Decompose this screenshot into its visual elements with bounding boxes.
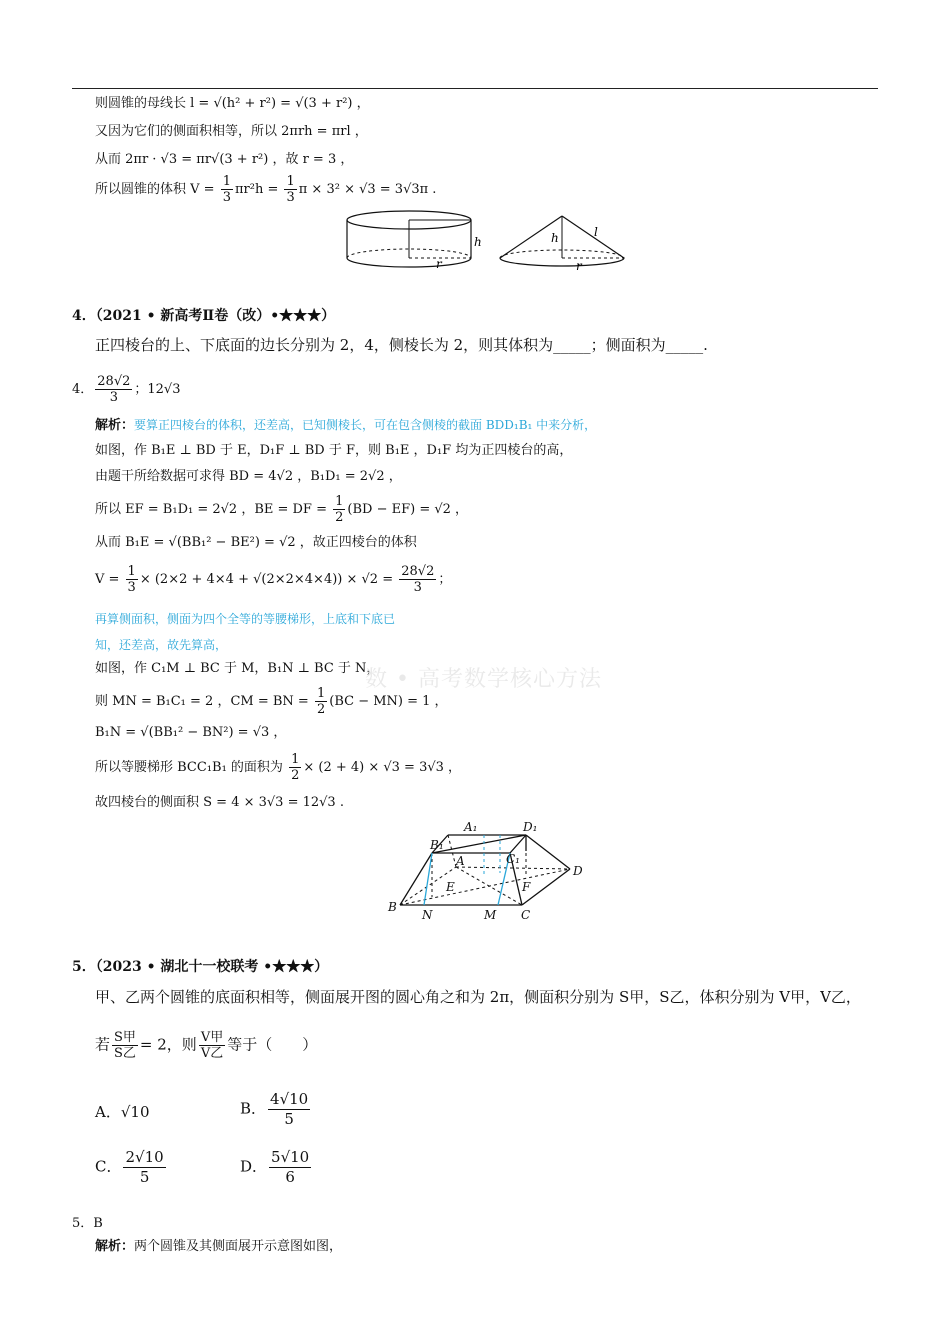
option-value: √10 <box>120 1103 150 1121</box>
text-segment: 所以圆锥的体积 V = <box>95 182 219 197</box>
text-segment: 所以 EF = B₁D₁ = 2√2 ，BE = DF = <box>95 502 332 517</box>
label-M: M <box>484 908 497 922</box>
edge-B1B <box>400 853 432 905</box>
frac-numerator: 1 <box>127 564 136 579</box>
label-A: A <box>456 854 465 868</box>
frac-numerator: 1 <box>316 686 326 701</box>
height-B1N <box>424 853 432 905</box>
hint-line: 再算侧面积，侧面为四个全等的等腰梯形，上底和下底已 <box>95 612 396 626</box>
text-segment: × (2×2 + 4×4 + √(2×2×4×4)) × √2 = <box>139 572 398 587</box>
cylinder-bottom-front <box>347 258 471 267</box>
label-B1: B₁ <box>430 838 444 852</box>
text-segment: 则 MN = B₁C₁ = 2 ，CM = BN = <box>95 694 313 709</box>
frac-denominator: 6 <box>285 1168 295 1186</box>
cylinder-cone-figure <box>340 208 640 274</box>
frac-denominator: 3 <box>127 580 136 595</box>
fraction <box>268 1090 310 1129</box>
label-h: h <box>551 231 559 245</box>
text-segment: ；12√3 <box>134 382 181 397</box>
text-segment: × (2 + 4) × √3 = 3√3 ， <box>303 760 462 775</box>
edge-D1D <box>526 835 570 869</box>
text-segment: V = <box>95 572 124 587</box>
frac-denominator: 2 <box>316 702 326 717</box>
text-line: 由题干所给数据可求得 BD = 4√2 ，B₁D₁ = 2√2 ， <box>95 469 402 484</box>
option-a <box>95 1101 150 1122</box>
label-C1: C₁ <box>506 852 520 866</box>
frustum-figure <box>380 815 600 925</box>
question-5-stem: 甲、乙两个圆锥的底面积相等，侧面展开图的圆心角之和为 2π，侧面积分别为 S甲，S乙，体积分别为 V甲，V乙， <box>95 988 861 1006</box>
frac-numerator: 1 <box>335 494 344 509</box>
text-segment: 4． <box>72 382 94 397</box>
frac-denominator: 3 <box>109 390 118 405</box>
answer-5: 5．B <box>72 1216 103 1231</box>
header-rule <box>72 88 878 89</box>
question-4-header: 4．（2021 • 新高考Ⅱ卷（改）•★★★） <box>72 308 336 324</box>
text-line: 从而 2πr · √3 = πr√(3 + r²) ，故 r = 3 ， <box>95 152 354 167</box>
text-segment: (BD − EF) = √2 ， <box>347 502 469 517</box>
fraction <box>123 1148 165 1187</box>
diagonal-AC <box>456 867 522 905</box>
answer-4 <box>72 374 181 405</box>
text-segment: πr²h = <box>234 182 283 197</box>
frac-denominator: 2 <box>335 510 344 525</box>
frac-numerator: 5√10 <box>271 1148 310 1166</box>
text-line <box>95 752 461 783</box>
text-segment: 所以等腰梯形 BCC₁B₁ 的面积为 <box>95 760 288 775</box>
analysis-hint: 要算正四棱台的体积，还差高，已知侧棱长，可在包含侧棱的截面 BDD₁B₁ 中来分析， <box>134 418 597 432</box>
analysis-line <box>95 416 596 435</box>
fraction <box>221 174 233 205</box>
fraction <box>284 174 296 205</box>
frac-numerator: 4√10 <box>270 1090 309 1108</box>
hint-line: 知，还差高，故先算高， <box>95 638 228 652</box>
text-line: 则圆锥的母线长 l = √(h² + r²) = √(3 + r²) ， <box>95 96 370 111</box>
text-line <box>95 564 451 595</box>
label-r: r <box>576 259 582 273</box>
label-D1: D₁ <box>523 820 538 834</box>
option-label: C． <box>95 1157 122 1176</box>
frac-denominator: 2 <box>291 768 300 783</box>
volume-line <box>95 174 436 205</box>
label-l: l <box>594 225 598 239</box>
option-d <box>240 1148 313 1187</box>
label-h: h <box>474 235 482 249</box>
label-D: D <box>573 864 583 878</box>
fraction <box>315 686 327 717</box>
frac-denominator: 3 <box>222 190 231 205</box>
label-N: N <box>422 908 433 922</box>
label-E: E <box>446 880 455 894</box>
frac-denominator: 5 <box>284 1110 294 1128</box>
option-b <box>240 1090 312 1129</box>
edge-A1A <box>448 835 456 867</box>
text-segment: 若 <box>95 1035 111 1054</box>
text-segment: π × 3² × √3 = 3√3π . <box>298 182 437 197</box>
analysis-text: 两个圆锥及其侧面展开示意图如图， <box>134 1239 343 1254</box>
fraction <box>199 1030 225 1061</box>
label-A1: A₁ <box>464 820 478 834</box>
frac-denominator: 3 <box>286 190 295 205</box>
text-segment: 等于（ ） <box>227 1035 318 1054</box>
fraction <box>95 374 132 405</box>
frac-denominator: 3 <box>413 580 422 595</box>
text-segment: = 2，则 <box>139 1035 197 1054</box>
text-line: 如图，作 C₁M ⊥ BC 于 M，B₁N ⊥ BC 于 N， <box>95 661 380 676</box>
label-r: r <box>436 257 442 271</box>
frac-numerator: 1 <box>222 174 231 189</box>
fraction <box>269 1148 311 1187</box>
cone-base-front <box>500 258 624 266</box>
diagonal-BD <box>400 869 570 905</box>
text-line: 从而 B₁E = √(BB₁² − BE²) = √2 ，故正四棱台的体积 <box>95 535 417 550</box>
frac-numerator: S甲 <box>114 1030 136 1045</box>
frac-denominator: S乙 <box>114 1046 136 1061</box>
label-C: C <box>521 908 531 922</box>
option-label: A． <box>95 1103 121 1121</box>
fraction <box>333 494 345 525</box>
fraction <box>289 752 301 783</box>
frac-numerator: 28√2 <box>97 374 131 389</box>
analysis-label: 解析： <box>95 1239 135 1254</box>
fraction <box>126 564 138 595</box>
fraction <box>112 1030 138 1061</box>
text-segment: ； <box>438 572 452 587</box>
frac-numerator: 1 <box>286 174 295 189</box>
question-5-condition <box>95 1030 317 1061</box>
option-label: D． <box>240 1157 268 1176</box>
label-B: B <box>388 900 397 914</box>
text-line: B₁N = √(BB₁² − BN²) = √3 ， <box>95 725 287 740</box>
analysis-label: 解析： <box>95 418 135 433</box>
frac-denominator: 5 <box>139 1168 150 1186</box>
text-line: 又因为它们的侧面积相等，所以 2πrh = πrl ， <box>95 124 368 139</box>
text-line: 如图，作 B₁E ⊥ BD 于 E，D₁F ⊥ BD 于 F，则 B₁E ，D₁F 均为正四棱台的高， <box>95 443 573 458</box>
text-segment: (BC − MN) = 1 ， <box>329 694 448 709</box>
label-F: F <box>522 880 531 894</box>
frac-numerator: 28√2 <box>401 564 435 579</box>
text-line <box>95 494 468 525</box>
question-5-header: 5．（2023 • 湖北十一校联考 •★★★） <box>72 959 329 975</box>
question-4-stem: 正四棱台的上、下底面的边长分别为 2，4，侧棱长为 2，则其体积为_____；侧面积为_____. <box>95 336 708 354</box>
frac-numerator: 2√10 <box>125 1148 164 1166</box>
frac-numerator: V甲 <box>200 1030 224 1045</box>
analysis-line <box>95 1238 342 1256</box>
fraction <box>399 564 436 595</box>
text-line <box>95 686 448 717</box>
frac-denominator: V乙 <box>200 1046 224 1061</box>
option-c <box>95 1148 168 1187</box>
option-label: B． <box>240 1099 267 1118</box>
frac-numerator: 1 <box>291 752 300 767</box>
watermark: 数 • 高考数学核心方法 <box>365 667 602 692</box>
cone-right-edge <box>562 216 624 258</box>
text-line: 故四棱台的侧面积 S = 4 × 3√3 = 12√3 . <box>95 795 344 810</box>
